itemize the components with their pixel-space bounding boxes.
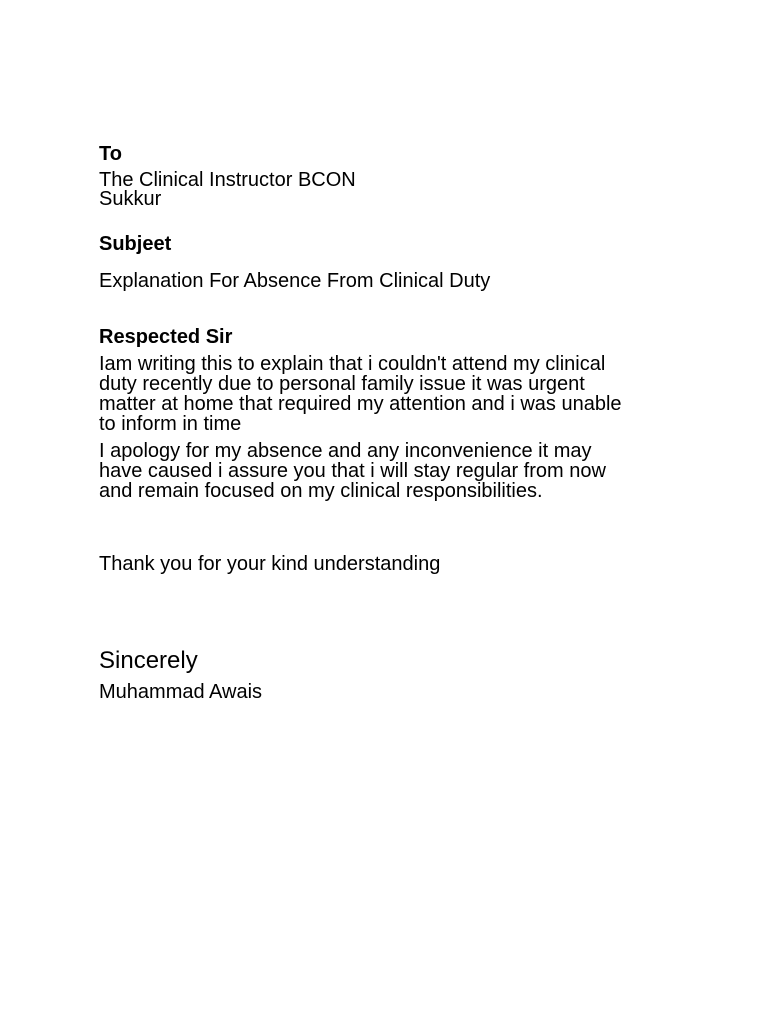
- paragraph-2-line: have caused i assure you that i will stay regular from now: [99, 460, 606, 482]
- subject-heading: Subjeet: [99, 233, 172, 255]
- body-paragraph-2: [99, 441, 659, 501]
- signature-name: Muhammad Awais: [99, 681, 263, 703]
- salutation: Respected Sir: [99, 326, 233, 348]
- to-heading: To: [99, 143, 122, 165]
- recipient-line-2: Sukkur: [99, 188, 162, 210]
- body-paragraph-1: [99, 354, 659, 434]
- paragraph-1-line: to inform in time: [99, 413, 242, 435]
- paragraph-2-line: I apology for my absence and any inconvenience it may: [99, 440, 592, 462]
- closing-sincerely: Sincerely: [99, 647, 198, 674]
- paragraph-2-line: and remain focused on my clinical responsibilities.: [99, 480, 543, 502]
- paragraph-1-line: matter at home that required my attention and i was unable: [99, 393, 622, 415]
- thanks-line: Thank you for your kind understanding: [99, 553, 441, 575]
- subject-text: Explanation For Absence From Clinical Duty: [99, 270, 491, 292]
- recipient-line-1: The Clinical Instructor BCON: [99, 169, 356, 191]
- paragraph-1-line: Iam writing this to explain that i couldn't attend my clinical: [99, 353, 606, 375]
- paragraph-1-line: duty recently due to personal family issue it was urgent: [99, 373, 585, 395]
